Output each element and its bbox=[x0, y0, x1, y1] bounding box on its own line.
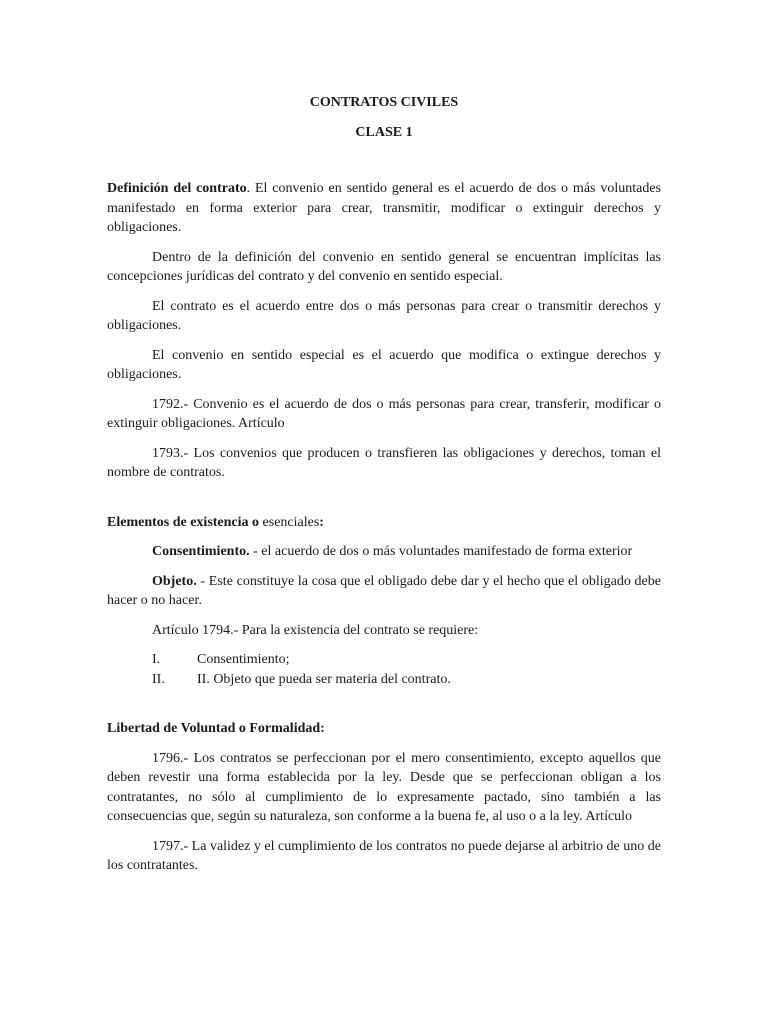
consentimiento-text: - el acuerdo de dos o más voluntades manifestado de forma exterior bbox=[249, 544, 633, 559]
paragraph-consentimiento bbox=[107, 542, 661, 562]
objeto-term: Objeto. bbox=[152, 573, 197, 589]
requirements-list bbox=[107, 650, 661, 689]
section-heading-elementos bbox=[107, 513, 661, 533]
paragraph-special-convention: El convenio en sentido especial es el acuerdo que modifica o extingue derechos y obligaciones. bbox=[107, 347, 661, 382]
section-heading-libertad: Libertad de Voluntad o Formalidad: bbox=[107, 721, 325, 736]
list-item-text: II. Objeto que pueda ser materia del contrato. bbox=[197, 671, 451, 687]
definition-term: Definición del contrato bbox=[107, 181, 247, 196]
list-item bbox=[107, 650, 661, 670]
paragraph-article-1797: 1797.- La validez y el cumplimiento de los contratos no puede dejarse al arbitrio de uno de los contratantes. bbox=[107, 838, 661, 873]
list-item-number: II. bbox=[152, 671, 165, 687]
consentimiento-term: Consentimiento. bbox=[152, 544, 250, 559]
heading-bold-part: Elementos de existencia o bbox=[107, 514, 260, 530]
definition-paragraph bbox=[107, 179, 661, 238]
list-item-text: Consentimiento; bbox=[197, 652, 290, 667]
objeto-text: - Este constituye la cosa que el obligado debe dar y el hecho que el obligado debe hacer o no hacer. bbox=[107, 573, 661, 608]
heading-light-part: esenciales bbox=[259, 514, 320, 530]
heading-colon: : bbox=[319, 514, 324, 530]
paragraph-article-1796: 1796.- Los contratos se perfeccionan por el mero consentimiento, excepto aquellos que deben revestir una forma establecida por la ley. Desde que se perfeccionan obligan a los contratantes, no sólo al cumplimiento de lo expresamente pactado, sino también a las consecuencias que, según su naturaleza, son conforme a la buena fe, al uso o a la ley. Artículo bbox=[107, 750, 661, 824]
document-subtitle: CLASE 1 bbox=[355, 124, 413, 140]
list-item-number: I. bbox=[152, 652, 161, 667]
paragraph-article-1792: 1792.- Convenio es el acuerdo de dos o más personas para crear, transferir, modificar o extinguir obligaciones. Artículo bbox=[107, 396, 661, 431]
paragraph-contract-definition: El contrato es el acuerdo entre dos o más personas para crear o transmitir derechos y obligaciones. bbox=[107, 298, 661, 333]
paragraph-article-1793: 1793.- Los convenios que producen o transfieren las obligaciones y derechos, toman el nombre de contratos. bbox=[107, 445, 661, 480]
definition-text: . El convenio en sentido general es el acuerdo de dos o más voluntades manifestado en forma exterior para crear, transmitir, modificar o extinguir derechos y obligaciones. bbox=[107, 181, 662, 235]
paragraph-objeto bbox=[107, 572, 661, 611]
document-title: CONTRATOS CIVILES bbox=[309, 95, 459, 110]
paragraph-implicit-concepts: Dentro de la definición del convenio en sentido general se encuentran implícitas las concepciones jurídicas del contrato y del convenio en sentido especial. bbox=[107, 249, 661, 284]
paragraph-article-1794: Artículo 1794.- Para la existencia del contrato se requiere: bbox=[152, 622, 479, 638]
list-item bbox=[107, 670, 661, 690]
